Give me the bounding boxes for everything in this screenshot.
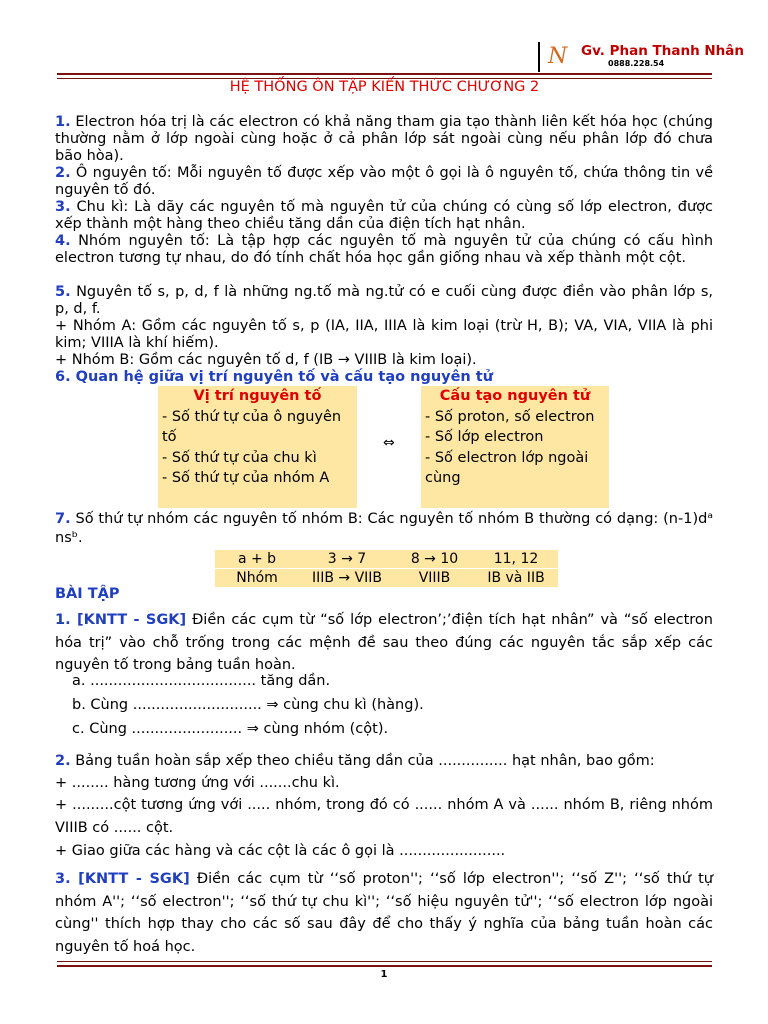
structure-item: - Số proton, số electron xyxy=(425,408,595,425)
exercise-2-line-4: + Giao giữa các hàng và các cột là các ô gọi là ....................... xyxy=(55,843,506,859)
page-header xyxy=(538,42,768,72)
exercise-1-c: c. Cùng ........................ ⇒ cùng nhóm (cột). xyxy=(72,721,389,737)
exercise-2-line-3: + .........cột tương ứng với ..... nhóm, trong đó có ...... nhóm A và ...... nhóm B, riêng nhóm VIIIB có ...... cột. xyxy=(55,797,713,836)
theory-point-3: 3. Chu kì: Là dãy các nguyên tố mà nguyên tử của chúng có cùng số lớp electron, được xếp thành một hàng theo chiều tăng dần của điện tích hạt nhân. xyxy=(55,199,713,232)
theory-point-7: 7. Số thứ tự nhóm các nguyên tố nhóm B: Các nguyên tố nhóm B thường có dạng: (n-1)dᵃ nsᵇ. xyxy=(55,511,713,546)
structure-box-heading: Cấu tạo nguyên tử xyxy=(439,388,591,404)
page-number: 1 xyxy=(380,969,388,980)
position-item: - Số thứ tự của chu kì xyxy=(162,449,317,466)
logo-icon: N xyxy=(548,44,568,69)
exercise-1-b: b. Cùng ............................ ⇒ cùng chu kì (hàng). xyxy=(72,697,424,713)
table-row xyxy=(215,569,558,588)
position-item: - Số thứ tự của ô nguyên tố xyxy=(162,408,342,445)
page-title: HỆ THỐNG ÔN TẬP KIẾN THỨC CHƯƠNG 2 xyxy=(229,79,540,95)
section-6-heading: 6. Quan hệ giữa vị trí nguyên tố và cấu tạo nguyên tử xyxy=(55,369,494,385)
group-a-note: + Nhóm A: Gồm các nguyên tố s, p (IA, IIA, IIIA là kim loại (trừ H, B); VA, VIA, VIIA là phi kim; VIIIA là khí hiếm). xyxy=(55,318,713,351)
structure-box xyxy=(421,386,609,508)
exercise-2: 2. Bảng tuần hoàn sắp xếp theo chiều tăng dần của ............... hạt nhân, bao gồm: xyxy=(55,753,655,769)
exercise-2-line-2: + ........ hàng tương ứng với .......chu kì. xyxy=(55,775,340,791)
table-row xyxy=(215,550,558,569)
exercise-1-a: a. .................................... tăng dần. xyxy=(72,673,331,689)
exercise-heading: BÀI TẬP xyxy=(55,586,120,602)
table-cell: IIIB → VIIB xyxy=(299,569,395,588)
group-b-table xyxy=(215,549,558,587)
structure-item: - Số lớp electron xyxy=(425,429,544,445)
group-b-note: + Nhóm B: Gồm các nguyên tố d, f (IB → VIIIB là kim loại). xyxy=(55,352,477,368)
table-cell: a + b xyxy=(215,550,299,569)
teacher-name: Gv. Phan Thanh Nhân xyxy=(581,43,745,59)
teacher-phone: 0888.228.54 xyxy=(608,59,665,68)
structure-item: - Số electron lớp ngoài cùng xyxy=(425,449,589,486)
table-cell: 11, 12 xyxy=(474,550,558,569)
bottom-rule xyxy=(57,961,712,967)
exercise-3: 3. [KNTT - SGK] Điền các cụm từ ‘‘số proton''; ‘‘số lớp electron''; ‘‘số Z''; ‘‘số thứ tự nhóm A''; ‘‘số electron''; ‘‘số thứ tự chu kì''; ‘‘số hiệu nguyên tử''; ‘‘số electron lớp ngoài cùng'' thích hợp thay cho các số sau đây để cho thấy ý nghĩa của bảng tuần hoàn các nguyên tố hoá học. xyxy=(55,871,713,955)
table-cell: VIIIB xyxy=(395,569,474,588)
header-divider xyxy=(538,42,540,72)
theory-point-2: 2. Ô nguyên tố: Mỗi nguyên tố được xếp vào một ô gọi là ô nguyên tố, chứa thông tin về nguyên tố đó. xyxy=(55,165,713,198)
table-cell: 8 → 10 xyxy=(395,550,474,569)
exercise-1: 1. [KNTT - SGK] Điền các cụm từ “số lớp electron’;’điện tích hạt nhân” và “số electron hóa trị” vào chỗ trống trong các mệnh đề sau theo đúng các nguyên tắc sắp xếp các nguyên tố trong bảng tuần hoàn. xyxy=(55,612,713,673)
table-cell: IB và IIB xyxy=(474,569,558,588)
table-cell: 3 → 7 xyxy=(299,550,395,569)
theory-point-4: 4. Nhóm nguyên tố: Là tập hợp các nguyên tố mà nguyên tử của chúng có cấu hình electron tương tự nhau, do đó tính chất hóa học gần giống nhau và xếp thành một cột. xyxy=(55,233,714,266)
position-item: - Số thứ tự của nhóm A xyxy=(162,470,330,486)
table-cell: Nhóm xyxy=(215,569,299,588)
equivalence-icon: ⇔ xyxy=(383,435,395,451)
position-box-heading: Vị trí nguyên tố xyxy=(193,388,322,404)
position-box xyxy=(158,386,357,508)
theory-point-1: 1. Electron hóa trị là các electron có khả năng tham gia tạo thành liên kết hóa học (chúng thường nằm ở lớp ngoài cùng hoặc ở cả phân lớp sát ngoài cùng nếu phân lớp đó chưa bão hòa). xyxy=(55,114,713,164)
theory-point-5: 5. Nguyên tố s, p, d, f là những ng.tố mà ng.tử có e cuối cùng được điền vào phân lớp s, p, d, f. xyxy=(55,284,714,317)
